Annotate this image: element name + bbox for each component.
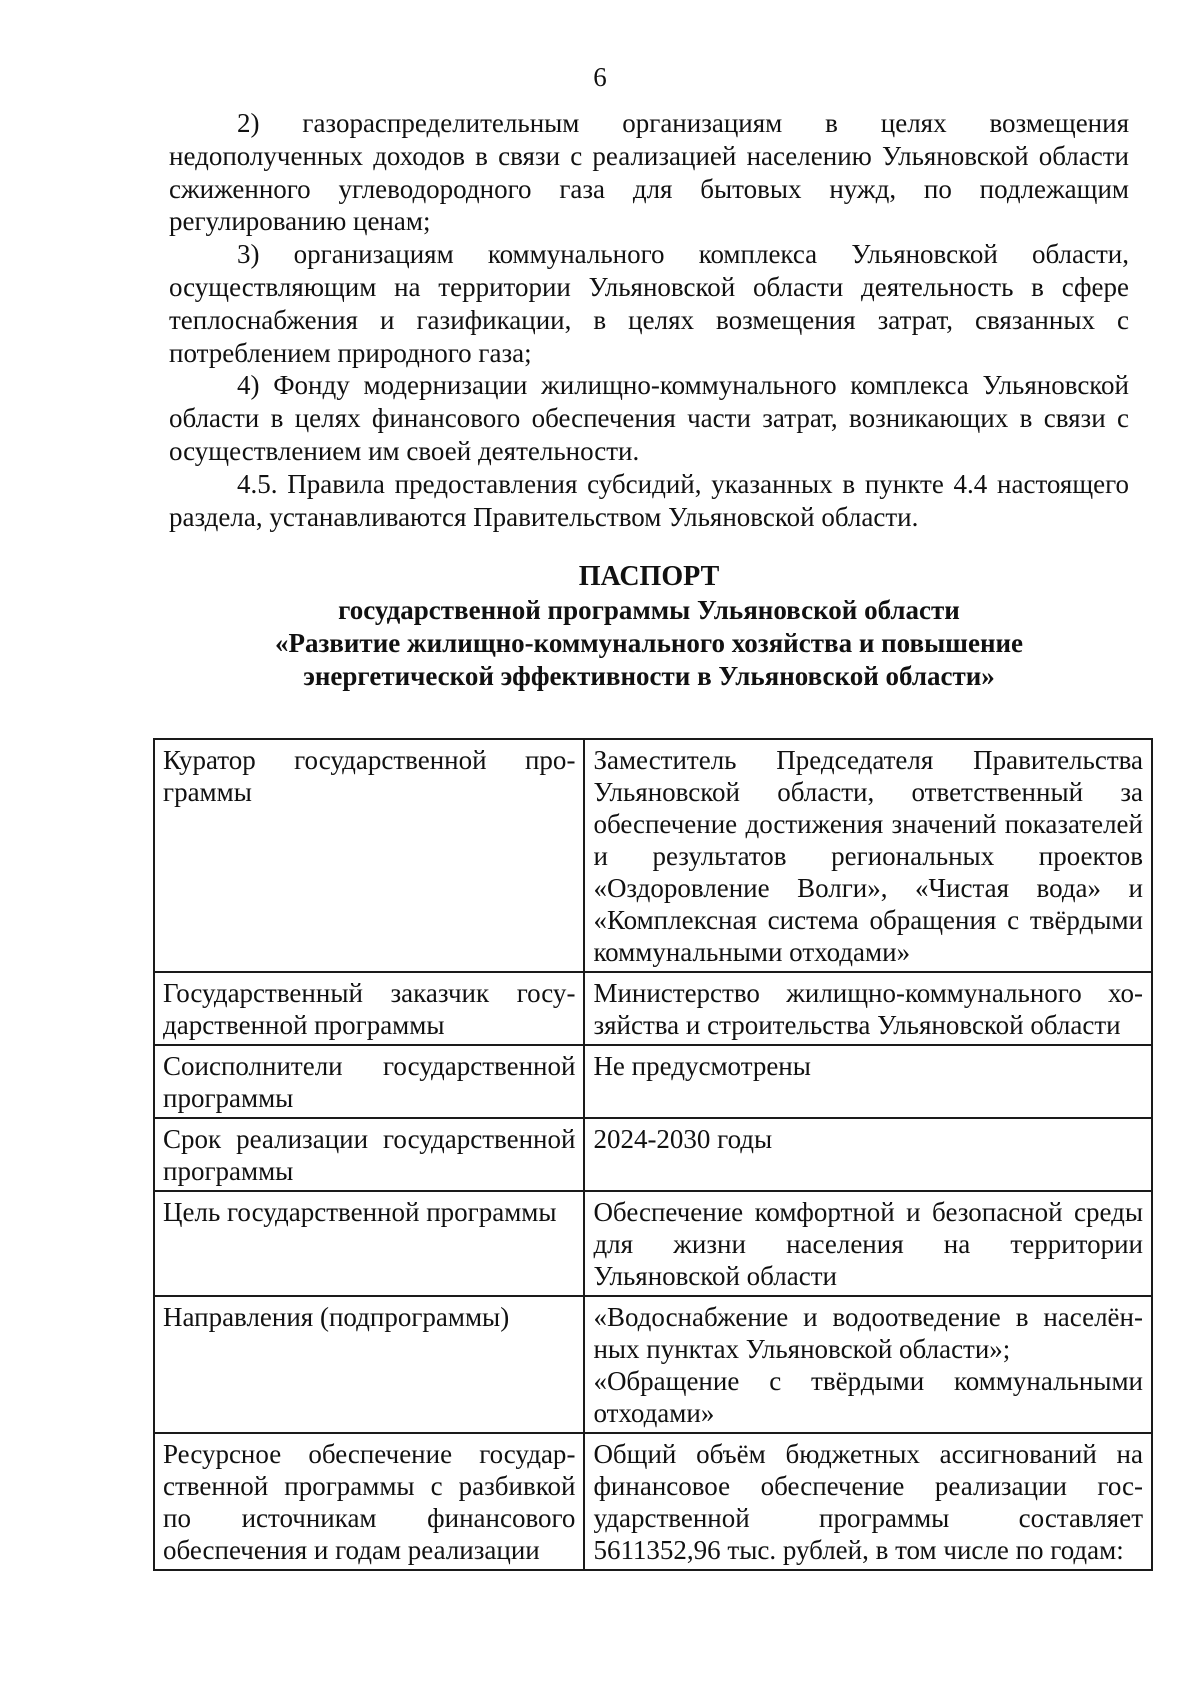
passport-table bbox=[153, 738, 1153, 1571]
paragraph-2: 2) газораспределительным организациям в целях возмещения недополученных доходов в связи с реализацией населению Ульяновской области сжиженного углеводородного газа для бытовых нужд, по подлежащим регулированию ценам; bbox=[169, 108, 1129, 237]
paragraph-4: 4) Фонду модернизации жилищно-коммунального комплекса Ульяновской области в целях финансового обеспечения части затрат, возникающих в связи с осуществлением им своей деятельности. bbox=[169, 370, 1129, 466]
row-value-period: 2024-2030 годы bbox=[584, 1118, 1152, 1191]
table-row bbox=[154, 1296, 1152, 1433]
row-label-directions: Направления (подпрограммы) bbox=[154, 1296, 584, 1433]
passport-subtitle: государственной программы Ульяновской области bbox=[338, 595, 960, 625]
row-label-resources: Ресурсное обеспечение государственной программы с разбивкой по источникам финансового обеспечения и годам реализации bbox=[154, 1433, 584, 1570]
body-text bbox=[169, 107, 1129, 533]
table-row bbox=[154, 1433, 1152, 1570]
direction-item: «Обращение с твёрдыми коммунальными отходами» bbox=[593, 1366, 1143, 1428]
paragraph-4-5: 4.5. Правила предоставления субсидий, указанных в пункте 4.4 настоящего раздела, устанавливаются Правительством Ульяновской области. bbox=[169, 468, 1129, 532]
table-row bbox=[154, 972, 1152, 1045]
row-value-goal: Обеспечение комфортной и безопасной среды для жизни населения на территории Ульяновской области bbox=[584, 1191, 1152, 1296]
passport-title: ПАСПОРТ bbox=[578, 561, 720, 592]
row-value-directions bbox=[584, 1296, 1152, 1433]
row-label-co-executors: Соисполнители государственной программы bbox=[154, 1045, 584, 1118]
table-row bbox=[154, 739, 1152, 972]
row-value-resources: Общий объём бюджетных ассигнований на финансовое обеспечение реализации государственной программы составляет 5611352,96 тыс. рублей, в том числе по годам: bbox=[584, 1433, 1152, 1570]
paragraph-3: 3) организациям коммунального комплекса Ульяновской области, осуществляющим на территории Ульяновской области деятельность в сфере теплоснабжения и газификации, в целях возмещения затрат, связанных с потреблением природного газа; bbox=[169, 239, 1129, 368]
program-name-line-2: энергетической эффективности в Ульяновской области» bbox=[303, 661, 995, 691]
row-value-customer: Министерство жилищно-коммунального хозяйства и строительства Ульяновской области bbox=[584, 972, 1152, 1045]
row-value-co-executors: Не предусмотрены bbox=[584, 1045, 1152, 1118]
table-row bbox=[154, 1045, 1152, 1118]
row-label-period: Срок реализации государственной программы bbox=[154, 1118, 584, 1191]
row-label-customer: Государственный заказчик государственной программы bbox=[154, 972, 584, 1045]
row-value-curator: Заместитель Председателя Правительства Ульяновской области, ответственный за обеспечение достижения значений показателей и результатов региональных проектов «Оздоровление Волги», «Чистая вода» и «Комплексная система обращения с твёрдыми коммунальными отходами» bbox=[584, 739, 1152, 972]
page-number: 6 bbox=[593, 62, 607, 92]
row-label-curator: Куратор государственной программы bbox=[154, 739, 584, 972]
program-name-line-1: «Развитие жилищно-коммунального хозяйства и повышение bbox=[274, 628, 1024, 658]
table-row bbox=[154, 1191, 1152, 1296]
direction-item: «Водоснабжение и водоотведение в населённых пунктах Ульяновской области»; bbox=[593, 1302, 1143, 1364]
row-label-goal: Цель государственной программы bbox=[154, 1191, 584, 1296]
table-row bbox=[154, 1118, 1152, 1191]
passport-heading bbox=[169, 560, 1129, 693]
